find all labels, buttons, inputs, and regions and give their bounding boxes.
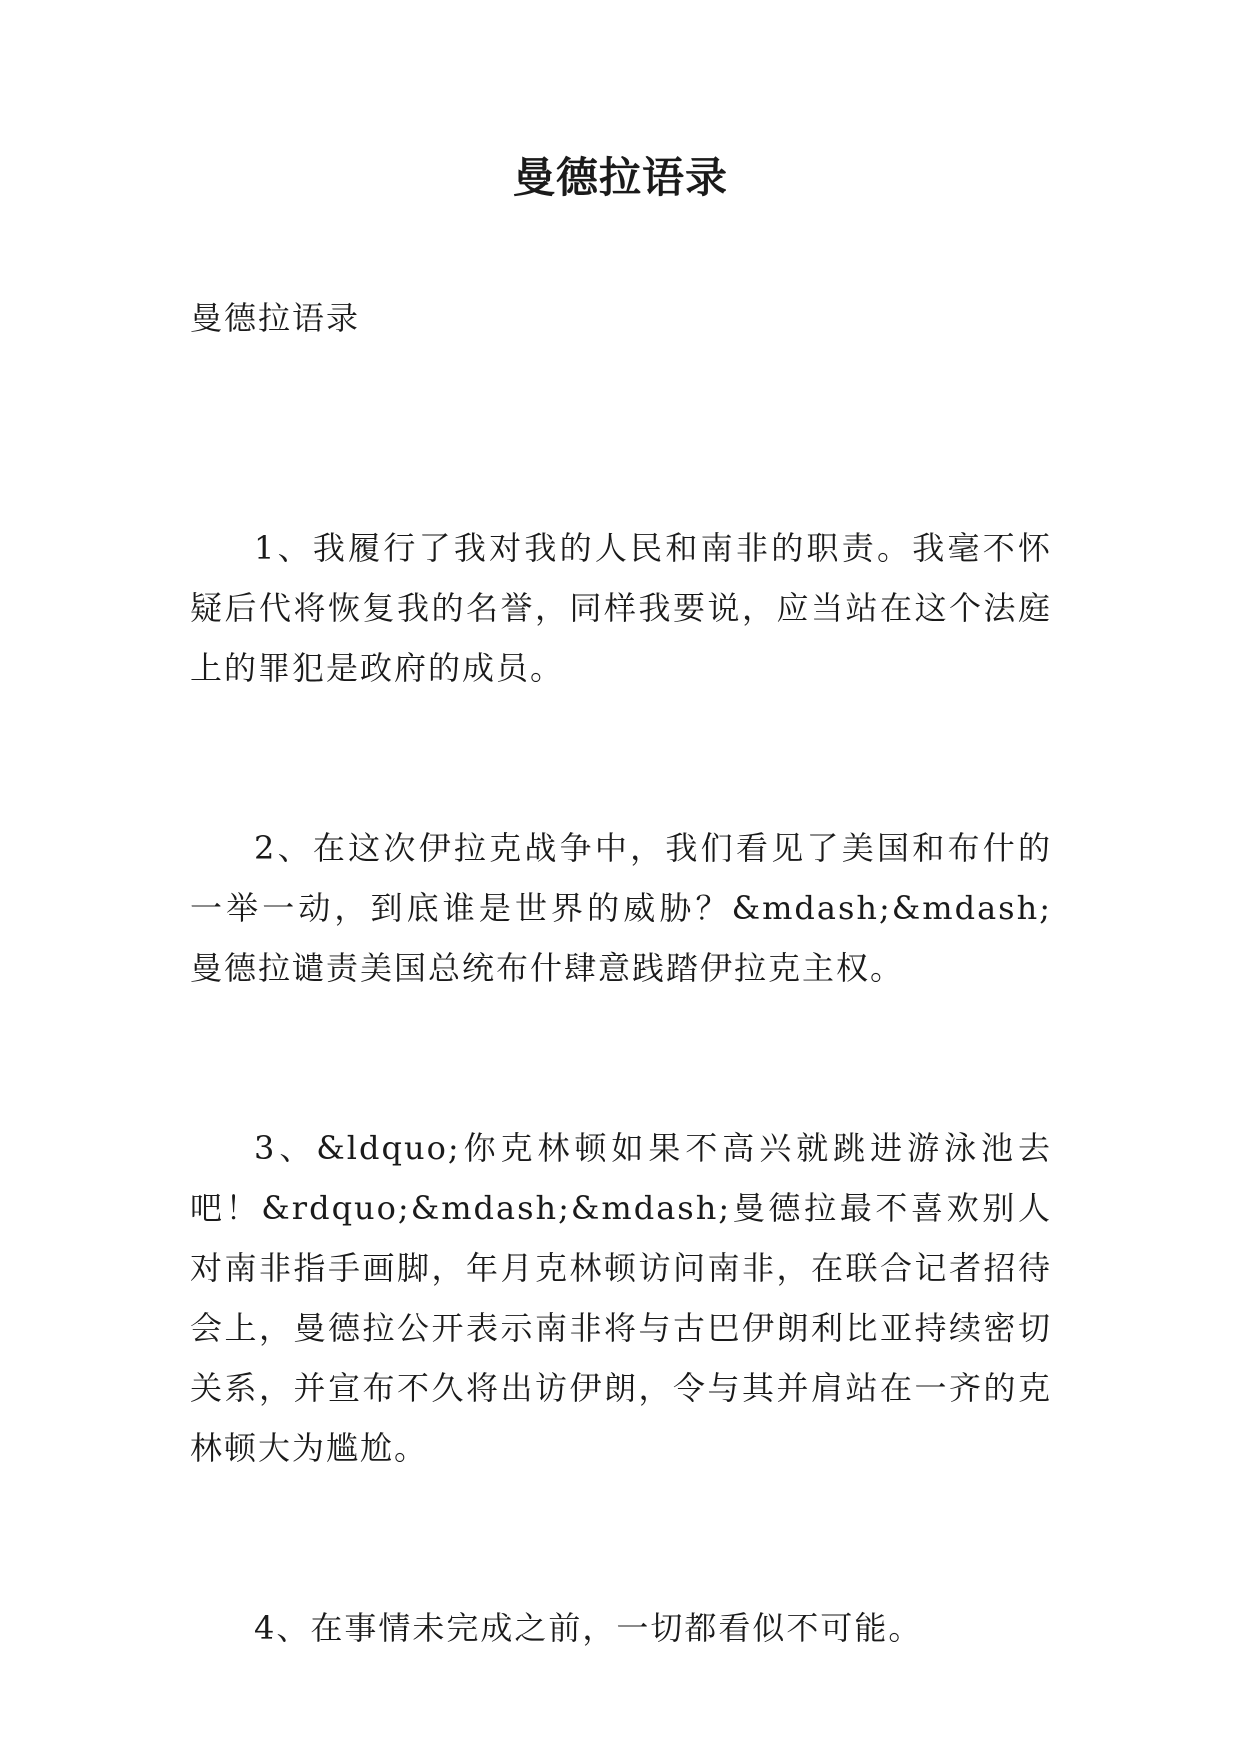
quote-paragraph-3: 3、&ldquo;你克林顿如果不高兴就跳进游泳池去吧！&rdquo;&mdash;&mdash;曼德拉最不喜欢别人对南非指手画脚，年月克林顿访问南非，在联合记者招待会上，曼德拉公开表示南非将与古巴伊朗利比亚持续密切关系，并宣布不久将出访伊朗，令与其并肩站在一齐的克林顿大为尴尬。 — [190, 1129, 1052, 1467]
quote-paragraph-4: 4、在事情未完成之前，一切都看似不可能。 — [254, 1609, 923, 1647]
quote-paragraph-2: 2、在这次伊拉克战争中，我们看见了美国和布什的一举一动，到底谁是世界的威胁？&mdash;&mdash;曼德拉谴责美国总统布什肆意践踏伊拉克主权。 — [190, 829, 1052, 987]
document-title: 曼德拉语录 — [512, 153, 728, 202]
document-body — [190, 288, 1052, 1658]
document-subtitle: 曼德拉语录 — [190, 299, 361, 337]
quote-paragraph-1: 1、我履行了我对我的人民和南非的职责。我毫不怀疑后代将恢复我的名誉，同样我要说，应当站在这个法庭上的罪犯是政府的成员。 — [190, 529, 1052, 687]
